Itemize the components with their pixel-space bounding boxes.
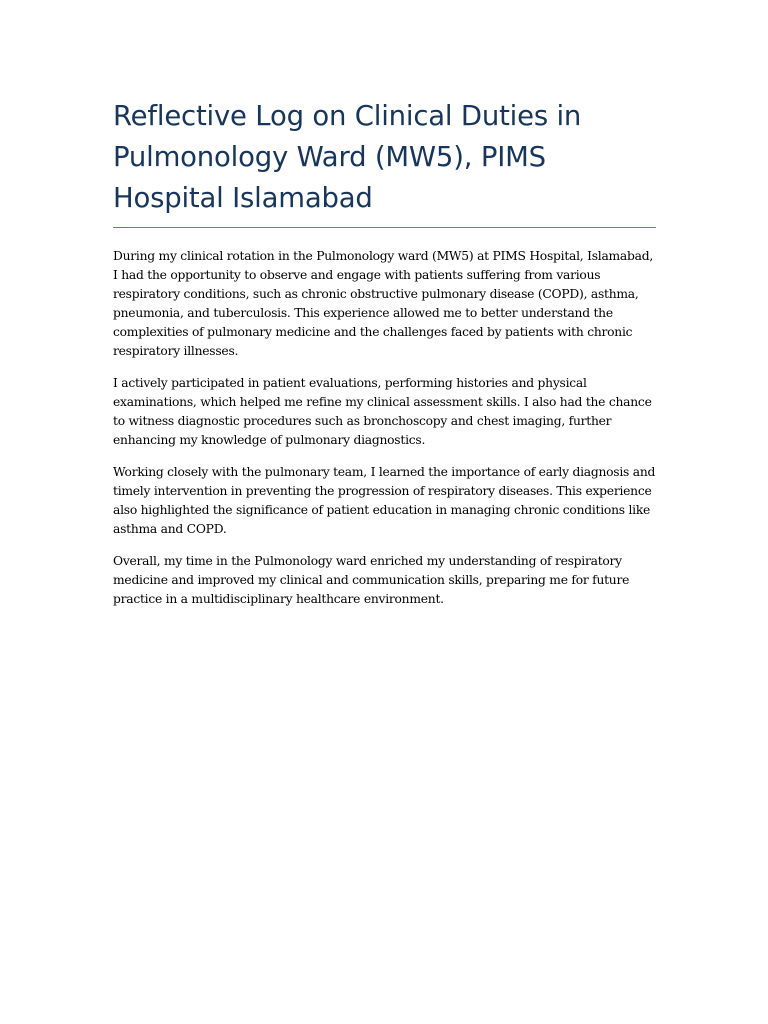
document-title: Reflective Log on Clinical Duties in Pulmonology Ward (MW5), PIMS Hospital Islamabad bbox=[113, 100, 582, 214]
paragraph-3: Working closely with the pulmonary team, I learned the importance of early diagnosis and timely intervention in preventing the progression of respiratory diseases. This experience also highlighted the significance of patient education in managing chronic conditions like asthma and COPD. bbox=[113, 465, 656, 536]
document-page bbox=[113, 96, 656, 622]
paragraph-1: During my clinical rotation in the Pulmonology ward (MW5) at PIMS Hospital, Islamabad, I had the opportunity to observe and engage with patients suffering from various respiratory conditions, such as chronic obstructive pulmonary disease (COPD), asthma, pneumonia, and tuberculosis. This experience allowed me to better understand the complexities of pulmonary medicine and the challenges faced by patients with chronic respiratory illnesses. bbox=[113, 249, 654, 358]
title-divider bbox=[113, 227, 656, 228]
paragraph-4: Overall, my time in the Pulmonology ward enriched my understanding of respiratory medicine and improved my clinical and communication skills, preparing me for future practice in a multidisciplinary healthcare environment. bbox=[113, 554, 630, 606]
paragraph-2: I actively participated in patient evaluations, performing histories and physical examinations, which helped me refine my clinical assessment skills. I also had the chance to witness diagnostic procedures such as bronchoscopy and chest imaging, further enhancing my knowledge of pulmonary diagnostics. bbox=[113, 376, 652, 447]
